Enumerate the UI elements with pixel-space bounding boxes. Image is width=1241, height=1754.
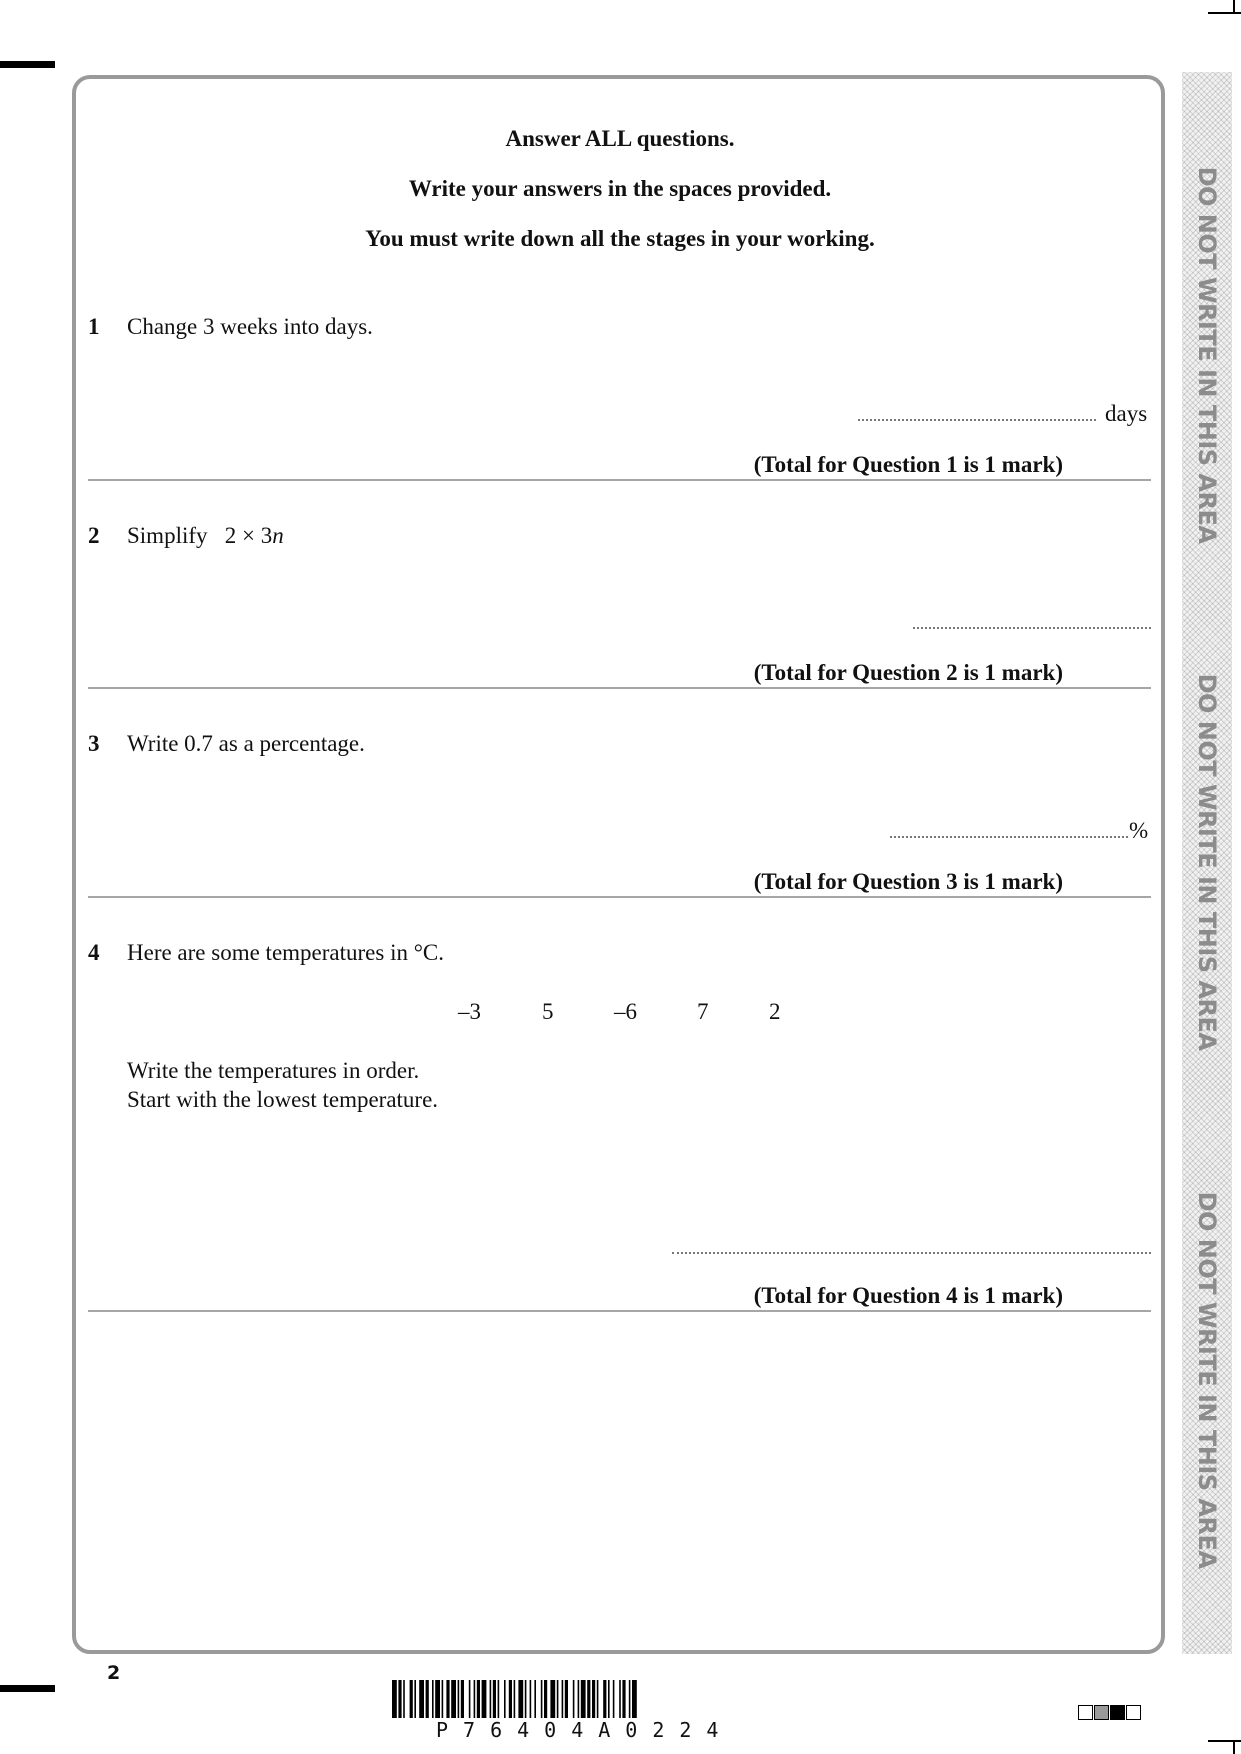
barcode-bar bbox=[562, 1680, 564, 1718]
barcode-bar bbox=[578, 1680, 580, 1718]
barcode-bar bbox=[504, 1680, 506, 1718]
color-check-boxes bbox=[1078, 1705, 1141, 1720]
question-4-divider bbox=[88, 1310, 1151, 1312]
barcode-bar bbox=[392, 1680, 397, 1718]
barcode-bar bbox=[587, 1680, 590, 1718]
barcode-bar bbox=[565, 1680, 568, 1718]
question-2-number: 2 bbox=[88, 523, 100, 548]
barcode-bar bbox=[490, 1680, 492, 1718]
barcode-bar bbox=[477, 1680, 480, 1718]
barcode-bar bbox=[414, 1680, 416, 1718]
check-box-white bbox=[1126, 1705, 1141, 1720]
barcode-bar bbox=[514, 1680, 516, 1718]
crop-mark-top-v bbox=[1233, 0, 1235, 12]
barcode-bar bbox=[435, 1680, 440, 1718]
barcode-bar bbox=[518, 1680, 523, 1718]
question-3-total: (Total for Question 3 is 1 mark) bbox=[753, 869, 1063, 894]
registration-mark-bottom bbox=[0, 1685, 55, 1692]
barcode-bar bbox=[432, 1680, 434, 1718]
barcode-bar bbox=[603, 1680, 606, 1718]
barcode-bar bbox=[426, 1680, 429, 1718]
barcode-text: P76404A0224 bbox=[436, 1718, 734, 1742]
barcode-bar bbox=[446, 1680, 449, 1718]
question-1-total: (Total for Question 1 is 1 mark) bbox=[753, 452, 1063, 477]
instruction-spaces: Write your answers in the spaces provided. bbox=[408, 176, 832, 201]
temperature-value: 2 bbox=[769, 999, 781, 1024]
check-box-white bbox=[1078, 1705, 1093, 1720]
question-2-answer-line[interactable] bbox=[913, 627, 1151, 629]
crop-mark-bottom-v bbox=[1233, 1740, 1235, 1754]
crop-mark-top-h bbox=[1208, 12, 1241, 14]
barcode-bar bbox=[493, 1680, 496, 1718]
barcode-bar bbox=[534, 1680, 536, 1718]
question-3-number: 3 bbox=[88, 731, 100, 756]
barcode-bar bbox=[544, 1680, 547, 1718]
barcode-bar bbox=[619, 1680, 621, 1718]
barcode-bar bbox=[498, 1680, 500, 1718]
question-4-instruction-lowest: Start with the lowest temperature. bbox=[127, 1087, 439, 1112]
answer-frame bbox=[72, 75, 1165, 1654]
barcode-bar bbox=[608, 1680, 610, 1718]
barcode-bar bbox=[592, 1680, 595, 1718]
question-1-unit: days bbox=[1105, 401, 1148, 426]
barcode-bar bbox=[482, 1680, 487, 1718]
question-1-divider bbox=[88, 479, 1151, 481]
barcode-bar bbox=[541, 1680, 543, 1718]
question-3-text: Write 0.7 as a percentage. bbox=[127, 731, 365, 756]
margin-warning-top: DO NOT WRITE IN THIS AREA bbox=[1193, 166, 1221, 544]
question-2-variable: n bbox=[272, 523, 284, 548]
barcode-bar bbox=[474, 1680, 476, 1718]
barcode-bar bbox=[458, 1680, 460, 1718]
barcode-bar bbox=[419, 1680, 424, 1718]
barcode-bar bbox=[442, 1680, 444, 1718]
check-box-black bbox=[1110, 1705, 1125, 1720]
question-3-answer-line[interactable] bbox=[890, 836, 1128, 838]
instruction-working: You must write down all the stages in your working. bbox=[365, 226, 875, 251]
barcode bbox=[392, 1680, 844, 1718]
page-number: 2 bbox=[107, 1662, 121, 1684]
barcode-bar bbox=[410, 1680, 413, 1718]
question-4-number: 4 bbox=[88, 940, 100, 965]
question-4-answer-line[interactable] bbox=[672, 1252, 1151, 1254]
barcode-bar bbox=[573, 1680, 575, 1718]
barcode-bar bbox=[557, 1680, 559, 1718]
margin-warning-bottom: DO NOT WRITE IN THIS AREA bbox=[1193, 1191, 1221, 1569]
barcode-bar bbox=[451, 1680, 456, 1718]
question-2-text-prefix: Simplify 2 × 3 bbox=[127, 523, 273, 548]
question-1-text: Change 3 weeks into days. bbox=[127, 314, 373, 339]
barcode-bar bbox=[398, 1680, 401, 1718]
barcode-bar bbox=[613, 1680, 615, 1718]
check-box-grey bbox=[1094, 1705, 1109, 1720]
question-2-divider bbox=[88, 687, 1151, 689]
barcode-bar bbox=[581, 1680, 586, 1718]
barcode-bar bbox=[622, 1680, 625, 1718]
margin-warning-middle: DO NOT WRITE IN THIS AREA bbox=[1193, 673, 1221, 1051]
question-2-total: (Total for Question 2 is 1 mark) bbox=[753, 660, 1063, 685]
temperature-value: 7 bbox=[697, 999, 709, 1024]
barcode-bar bbox=[525, 1680, 527, 1718]
barcode-bar bbox=[469, 1680, 471, 1718]
question-3-unit: % bbox=[1129, 818, 1149, 843]
instruction-answer-all: Answer ALL questions. bbox=[505, 126, 735, 151]
registration-mark-top bbox=[0, 61, 55, 68]
temperature-value: 5 bbox=[542, 999, 554, 1024]
question-1-answer-line[interactable] bbox=[858, 419, 1096, 421]
barcode-bar bbox=[530, 1680, 532, 1718]
question-4-instruction-order: Write the temperatures in order. bbox=[127, 1058, 420, 1083]
barcode-bar bbox=[509, 1680, 512, 1718]
barcode-bar bbox=[550, 1680, 555, 1718]
barcode-bar bbox=[632, 1680, 637, 1718]
crop-mark-bottom-h bbox=[1208, 1740, 1241, 1742]
barcode-bar bbox=[461, 1680, 464, 1718]
question-4-text: Here are some temperatures in °C. bbox=[127, 940, 445, 965]
barcode-bar bbox=[597, 1680, 599, 1718]
question-4-total: (Total for Question 4 is 1 mark) bbox=[753, 1283, 1063, 1308]
temperature-value: –3 bbox=[458, 999, 481, 1024]
question-1-number: 1 bbox=[88, 314, 100, 339]
barcode-bar bbox=[403, 1680, 405, 1718]
temperature-value: –6 bbox=[614, 999, 637, 1024]
question-2-text bbox=[127, 523, 284, 549]
question-3-divider bbox=[88, 896, 1151, 898]
barcode-bar bbox=[629, 1680, 631, 1718]
